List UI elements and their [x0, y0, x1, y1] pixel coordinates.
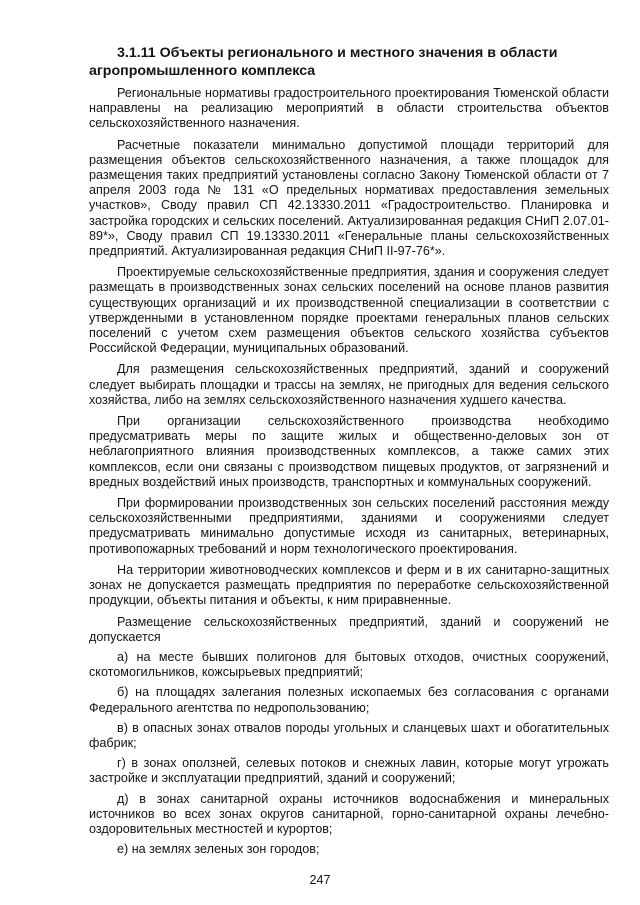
- paragraph-intro: Региональные нормативы градостроительного проектирования Тюменской области направлены на реализацию мероприятий в области строительства объектов сельскохозяйственного назначения.: [89, 86, 609, 131]
- paragraph-livestock-zones: На территории животноводческих комплексов и ферм и в их санитарно-защитных зонах не допускается размещать предприятия по переработке сельскохозяйственной продукции, объекты питания и объекты, к ним приравненные.: [89, 562, 609, 608]
- paragraph-placement: Проектируемые сельскохозяйственные предприятия, здания и сооружения следует размещать в производственных зонах сельских поселений на основе планов развития существующих организаций и их производственной специализации в соответствии с утвержденными в установленном порядке проектами генеральных планов сельских поселений с учетом схем размещения объектов сельского хозяйства субъектов Российской Федерации, муниципальных образований.: [89, 265, 609, 356]
- paragraph-protection: При организации сельскохозяйственного производства необходимо предусматривать меры по защите жилых и общественно-деловых зон от неблагоприятного влияния производственных комплексов, а также самих этих комплексов, если они связаны с производством пищевых продуктов, от загрязнений и вредных воздействий иных производств, транспортных и коммунальных сооружений.: [89, 414, 609, 489]
- section-heading: 3.1.11 Объекты регионального и местного значения в области агропромышленного комплекса: [89, 45, 558, 79]
- list-item-g: г) в зонах оползней, селевых потоков и снежных лавин, которые могут угрожать застройке и эксплуатации предприятий, зданий и сооружений;: [89, 756, 609, 786]
- list-item-e: е) на землях зеленых зон городов;: [117, 842, 320, 857]
- paragraph-distances: При формировании производственных зон сельских поселений расстояния между сельскохозяйственными предприятиями, зданиями и сооружениями следует предусматривать минимально допустимые исходя из санитарных, ветеринарных, противопожарных требований и норм технологического проектирования.: [89, 496, 609, 556]
- list-item-a: а) на месте бывших полигонов для бытовых отходов, очистных сооружений, скотомогильников, кожсырьевых предприятий;: [89, 649, 609, 680]
- paragraph-norms: Расчетные показатели минимально допустимой площади территорий для размещения объектов сельскохозяйственного назначения, а также площадок для размещения таких предприятий установлены согласно Закону Тюменской области от 7 апреля 2003 года № 131 «О предельных нормативах предоставления земельных участков», Своду правил СП 42.13330.2011 «Градостроительство. Планировка и застройка городских и сельских поселений. Актуализированная редакция СНиП 2.07.01-89*», Своду правил СП 19.13330.2011 «Генеральные планы сельскохозяйственных предприятий. Актуализированная редакция СНиП II-97-76*».: [89, 137, 609, 259]
- list-item-b: б) на площадях залегания полезных ископаемых без согласования с органами Федерального агентства по недропользованию;: [89, 685, 609, 715]
- list-item-v: в) в опасных зонах отвалов породы угольных и сланцевых шахт и обогатительных фабрик;: [89, 720, 609, 750]
- paragraph-restrictions: Размещение сельскохозяйственных предприятий, зданий и сооружений не допускается: [89, 614, 609, 644]
- list-item-d: д) в зонах санитарной охраны источников водоснабжения и минеральных источников во всех зонах округов санитарной, горно-санитарной охраны лечебно-оздоровительных местностей и курортов;: [89, 791, 609, 836]
- page-number: 247: [309, 873, 331, 887]
- page-content: [89, 44, 609, 862]
- paragraph-site-selection: Для размещения сельскохозяйственных предприятий, зданий и сооружений следует выбирать площадки и трассы на землях, не пригодных для ведения сельского хозяйства, либо на землях сельскохозяйственного назначения худшего качества.: [89, 362, 609, 407]
